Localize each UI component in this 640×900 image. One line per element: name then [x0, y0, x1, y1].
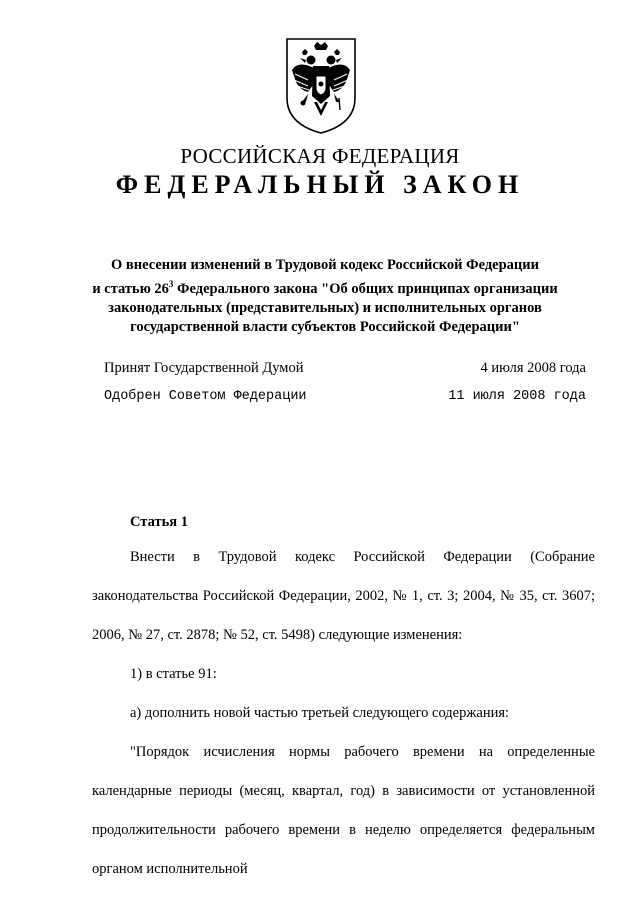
subject-text: Федерального закона "Об общих принципах организации: [173, 280, 558, 297]
subject-line: законодательных (представительных) и исполнительных органов: [108, 299, 542, 316]
adoption-label: Принят Государственной Думой: [104, 360, 304, 376]
article-body: [92, 538, 595, 889]
approval-label: Одобрен Советом Федерации: [104, 389, 307, 404]
list-item: а) дополнить новой частью третьей следующего содержания:: [130, 705, 510, 721]
list-item: 1) в статье 91:: [130, 666, 217, 682]
adoption-duma: [104, 360, 586, 377]
quoted-paragraph: "Порядок исчисления нормы рабочего времени на определенные календарные периоды (месяц, квартал, год) в зависимости от установленной продолжительности рабочего времени в неделю определяется федеральным органом исполнительной: [92, 744, 595, 877]
subject-line: [80, 275, 570, 299]
document-type-title: ФЕДЕРАЛЬНЫЙ ЗАКОН: [115, 170, 525, 199]
superscript: 3: [168, 279, 174, 289]
russian-coat-of-arms-icon: [284, 36, 358, 136]
subject-line: государственной власти субъектов Российской Федерации": [130, 318, 520, 335]
law-subject: [80, 256, 570, 337]
approval-date: 11 июля 2008 года: [448, 389, 586, 404]
subject-text: и статью 26: [92, 280, 169, 297]
adoption-date: 4 июля 2008 года: [480, 360, 586, 376]
article-heading: Статья 1: [130, 514, 188, 530]
paragraph: Внести в Трудовой кодекс Российской Федерации (Собрание законодательства Российской Федерации, 2002, № 1, ст. 3; 2004, № 35, ст. 3607; 2006, № 27, ст. 2878; № 52, ст. 5498) следующие изменения:: [92, 549, 595, 643]
country-title: РОССИЙСКАЯ ФЕДЕРАЦИЯ: [180, 144, 460, 168]
subject-line: О внесении изменений в Трудовой кодекс Российской Федерации: [111, 257, 539, 273]
approval-council: [104, 389, 586, 404]
